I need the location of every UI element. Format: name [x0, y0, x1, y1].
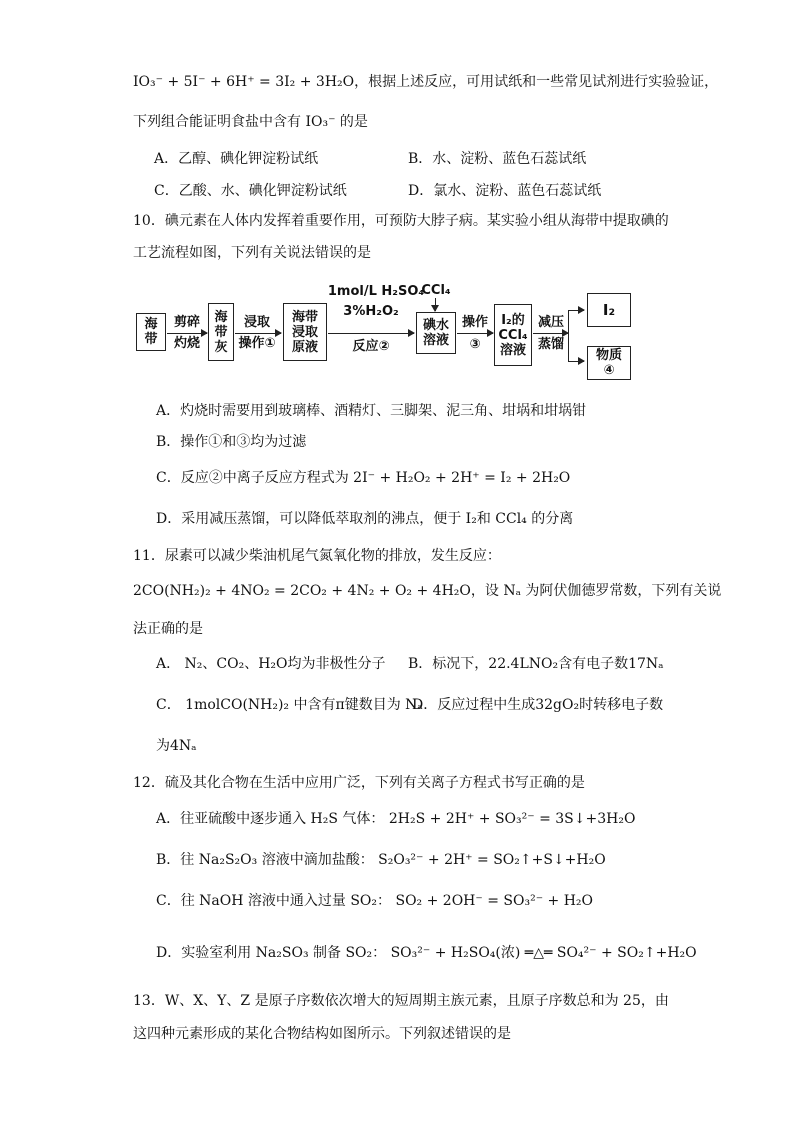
- flow-box-i2-ccl4: I₂的 CCl₄ 溶液: [494, 304, 532, 366]
- flow-box-kelp: 海 带: [136, 313, 166, 351]
- flow-label-op1: 操作①: [238, 336, 276, 351]
- q9-option-a: A．乙醇、碘化钾淀粉试纸: [154, 151, 319, 167]
- flow-reagent-h2o2: 3%H₂O₂: [343, 304, 399, 319]
- flow-arrow-4: [457, 333, 493, 334]
- q9-option-c: C．乙酸、水、碘化钾淀粉试纸: [154, 183, 347, 199]
- flow-arrow-3: [328, 333, 414, 334]
- q11-option-d-cont: 为4Nₐ: [156, 738, 197, 754]
- q12-option-d: D．实验室利用 Na₂SO₃ 制备 SO₂： SO₃²⁻ + H₂SO₄(浓) ═△═ SO₄²⁻ + SO₂↑+H₂O: [156, 945, 697, 961]
- flow-label-vacuum: 减压: [537, 315, 564, 330]
- flow-box-kelp-ash: 海 带 灰: [208, 303, 234, 361]
- flow-box-substance4: 物质 ④: [587, 346, 631, 380]
- flow-label-op3: ③: [469, 337, 481, 352]
- flow-arrow-ccl4: [435, 298, 436, 311]
- q12-option-c: C．往 NaOH 溶液中通入过量 SO₂： SO₂ + 2OH⁻ = SO₃²⁻ + H₂O: [156, 893, 594, 909]
- q11-option-a: A． N₂、CO₂、H₂O均为非极性分子: [156, 656, 386, 672]
- flow-box-leach-solution: 海带 浸取 原液: [283, 303, 327, 361]
- flow-box-i2-product: I₂: [587, 293, 631, 327]
- flow-arrow-2: [235, 333, 281, 334]
- q11-stem-line2: 2CO(NH₂)₂ + 4NO₂ = 2CO₂ + 4N₂ + O₂ + 4H₂O，设 Nₐ 为阿伏伽德罗常数，下列有关说: [133, 583, 722, 599]
- flow-arrow-to-i2: [568, 310, 584, 311]
- q9-question-line: 下列组合能证明食盐中含有 IO₃⁻ 的是: [133, 114, 368, 130]
- q11-option-b: B．标况下，22.4LNO₂含有电子数17Nₐ: [408, 656, 664, 672]
- flow-label-burn: 灼烧: [173, 336, 200, 351]
- flow-arrow-1: [167, 333, 207, 334]
- flow-label-leach: 浸取: [243, 315, 270, 330]
- q12-option-a: A．往亚硫酸中逐步通入 H₂S 气体： 2H₂S + 2H⁺ + SO₃²⁻ = 3S↓+3H₂O: [156, 811, 636, 827]
- q10-option-a: A．灼烧时需要用到玻璃棒、酒精灯、三脚架、泥三角、坩埚和坩埚钳: [156, 403, 587, 419]
- flow-label-reaction2: 反应②: [352, 339, 390, 354]
- q10-option-c: C．反应②中离子反应方程式为 2I⁻ + H₂O₂ + 2H⁺ = I₂ + 2H₂O: [156, 470, 571, 486]
- q9-option-b: B．水、淀粉、蓝色石蕊试纸: [408, 151, 587, 167]
- flow-branch-line: [568, 310, 569, 361]
- q10-stem-line1: 10．碘元素在人体内发挥着重要作用，可预防大脖子病。某实验小组从海带中提取碘的: [133, 213, 669, 229]
- flow-arrow-5: [533, 333, 568, 334]
- q13-stem-line1: 13．W、X、Y、Z 是原子序数依次增大的短周期主族元素，且原子序数总和为 25，由: [133, 993, 669, 1009]
- q11-option-c: C． 1molCO(NH₂)₂ 中含有π键数目为 Nₐ: [156, 697, 423, 713]
- q9-option-d: D．氯水、淀粉、蓝色石蕊试纸: [408, 183, 602, 199]
- flow-reagent-ccl4: CCl₄: [421, 283, 451, 298]
- q9-equation-line: IO₃⁻ + 5I⁻ + 6H⁺ = 3I₂ + 3H₂O，根据上述反应，可用试纸和一些常见试剂进行实验验证，: [133, 74, 719, 90]
- flow-reagent-h2so4: 1mol/L H₂SO₄: [327, 284, 425, 299]
- q13-stem-line2: 这四种元素形成的某化合物结构如图所示。下列叙述错误的是: [133, 1026, 511, 1042]
- q11-stem-line1: 11．尿素可以减少柴油机尾气氮氧化物的排放，发生反应：: [133, 548, 501, 564]
- flow-label-cut: 剪碎: [173, 315, 200, 330]
- q11-stem-line3: 法正确的是: [133, 621, 203, 637]
- flow-box-iodine-water: 碘水 溶液: [416, 312, 456, 354]
- flow-label-distill: 蒸馏: [537, 337, 564, 352]
- flow-label-op: 操作: [461, 315, 488, 330]
- flow-arrow-to-substance4: [568, 361, 584, 362]
- q10-option-b: B．操作①和③均为过滤: [156, 434, 307, 450]
- q12-option-b: B．往 Na₂S₂O₃ 溶液中滴加盐酸： S₂O₃²⁻ + 2H⁺ = SO₂↑+S↓+H₂O: [156, 852, 606, 868]
- q11-option-d: D．反应过程中生成32gO₂时转移电子数: [412, 697, 664, 713]
- q10-option-d: D．采用减压蒸馏，可以降低萃取剂的沸点，便于 I₂和 CCl₄ 的分离: [156, 511, 574, 527]
- q12-stem: 12．硫及其化合物在生活中应用广泛，下列有关离子方程式书写正确的是: [133, 775, 585, 791]
- q10-stem-line2: 工艺流程如图，下列有关说法错误的是: [133, 245, 371, 261]
